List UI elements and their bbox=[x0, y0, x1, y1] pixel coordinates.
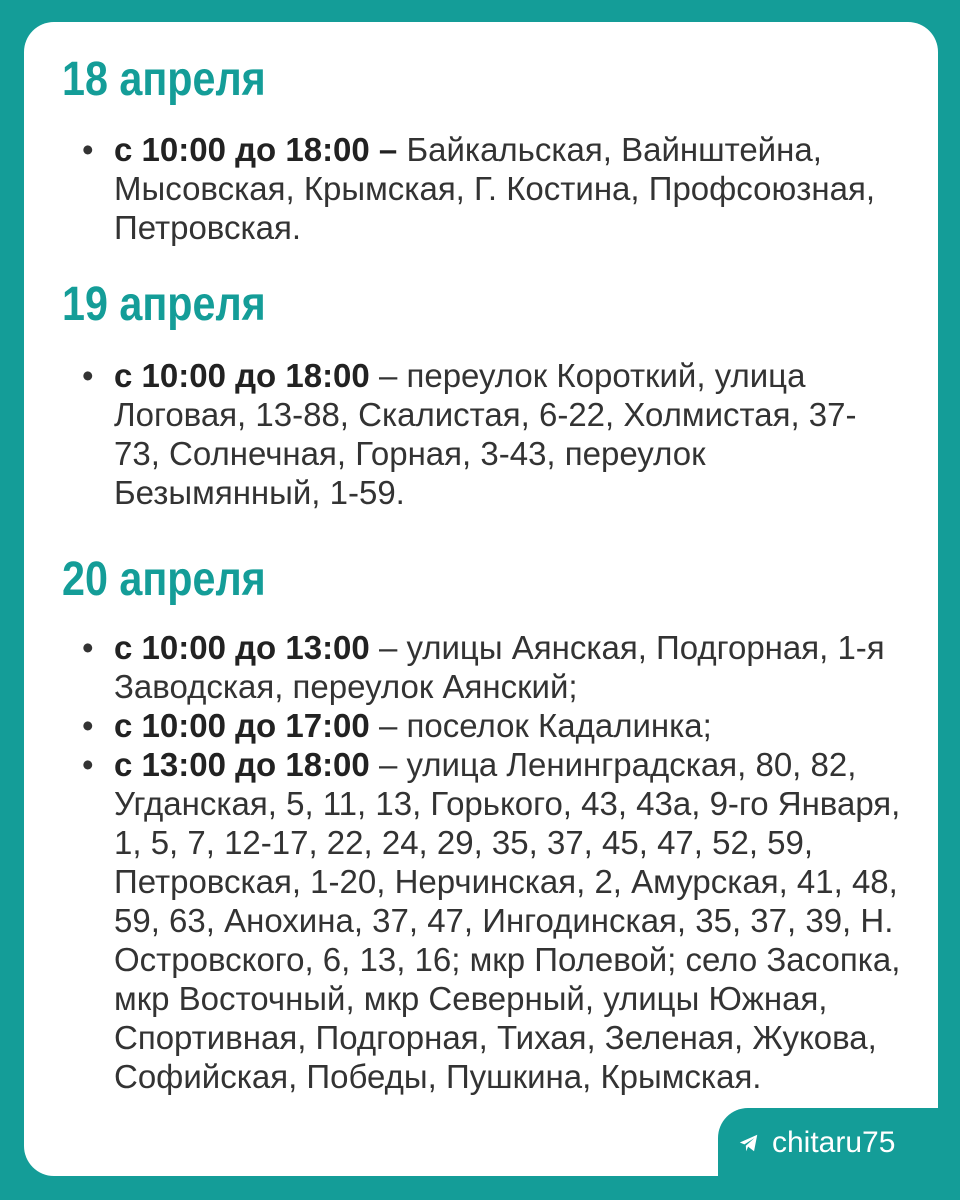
streets-text: – улицы Аянская, Подгорная, 1-я Заводская, переулок Аянский; bbox=[114, 629, 885, 705]
streets-text: – переулок Короткий, улица Логовая, 13-88, Скалистая, 6-22, Холмистая, 37-73, Солнечная, Горная, 3-43, переулок Безымянный, 1-59. bbox=[114, 357, 857, 511]
schedule-card bbox=[24, 22, 938, 1176]
streets-text: Байкальская, Вайнштейна, Мысовская, Крымская, Г. Костина, Профсоюзная, Петровская. bbox=[114, 131, 876, 246]
list-item bbox=[82, 628, 902, 706]
time-range: с 10:00 до 13:00 bbox=[114, 629, 370, 666]
schedule-list-19-april bbox=[82, 356, 902, 512]
bullet: • bbox=[82, 746, 94, 783]
list-item bbox=[82, 356, 902, 512]
list-item bbox=[82, 706, 902, 745]
bullet: • bbox=[82, 707, 94, 744]
telegram-icon bbox=[738, 1132, 760, 1154]
date-heading-20-april: 20 апреля bbox=[62, 553, 266, 606]
date-heading-19-april: 19 апреля bbox=[62, 278, 266, 331]
bullet: • bbox=[82, 629, 94, 666]
date-heading-18-april: 18 апреля bbox=[62, 53, 266, 106]
bullet: • bbox=[82, 131, 94, 168]
schedule-list-20-april bbox=[82, 628, 902, 1096]
time-range: с 10:00 до 18:00 bbox=[114, 357, 370, 394]
channel-name: chitaru75 bbox=[772, 1126, 896, 1159]
list-item bbox=[82, 745, 902, 1096]
list-item bbox=[82, 130, 902, 247]
bullet: • bbox=[82, 357, 94, 394]
channel-badge[interactable] bbox=[718, 1108, 960, 1178]
streets-text: – улица Ленинградская, 80, 82, Угданская, 5, 11, 13, Горького, 43, 43а, 9-го Января, 1, 5, 7, 12-17, 22, 24, 29, 35, 37, 45, 47, 52, 59, Петровская, 1-20, Нерчинская, 2, Амурская, 41, 48, 59, 63, Анохина, 37, 47, Ингодинская, 35, 37, 39, Н. Островского, 6, 13, 16; мкр Полевой; село Засопка, мкр Восточный, мкр Северный, улицы Южная, Спортивная, Подгорная, Тихая, Зеленая, Жукова, Софийская, Победы, Пушкина, Крымская. bbox=[114, 746, 901, 1095]
time-range: с 10:00 до 18:00 – bbox=[114, 131, 398, 168]
schedule-list-18-april bbox=[82, 130, 902, 247]
streets-text: – поселок Кадалинка; bbox=[369, 707, 712, 744]
time-range: с 13:00 до 18:00 bbox=[114, 746, 370, 783]
time-range: с 10:00 до 17:00 bbox=[114, 707, 370, 744]
